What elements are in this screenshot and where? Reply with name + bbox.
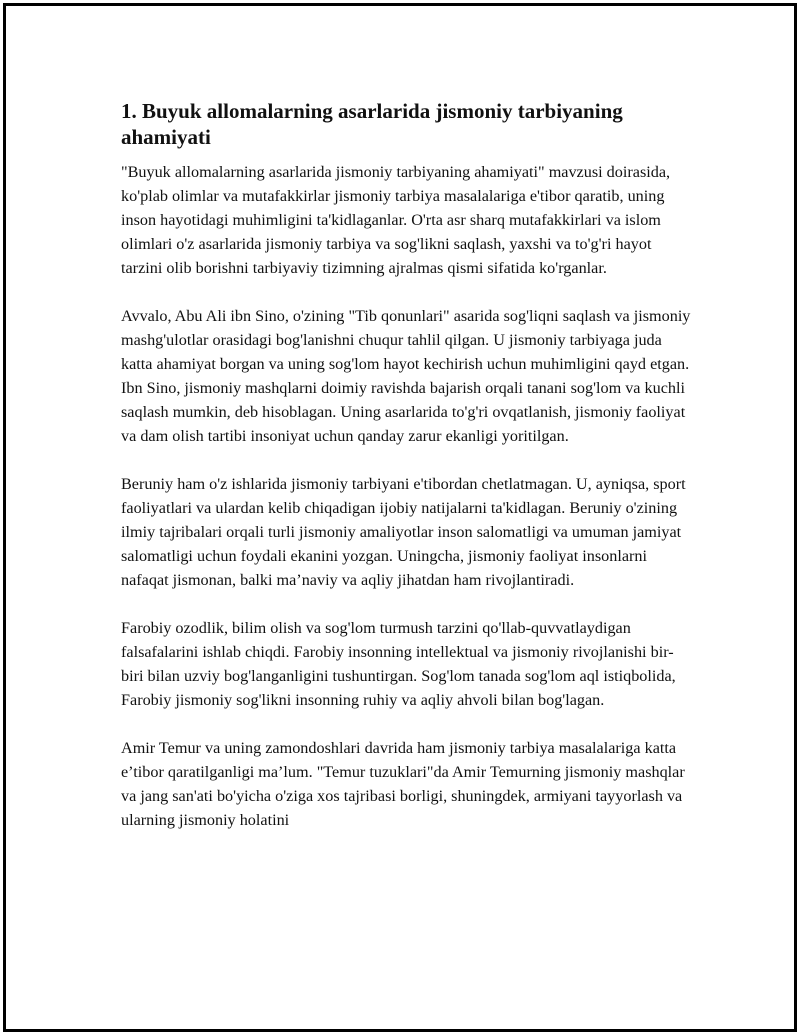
section-heading: 1. Buyuk allomalarning asarlarida jismoniy tarbiyaning ahamiyati (121, 99, 623, 149)
page-frame (3, 3, 797, 1032)
paragraph-amir-temur: Amir Temur va uning zamondoshlari davrida ham jismoniy tarbiya masalalariga katta e’tibor qaratilganligi ma’lum. "Temur tuzuklari"da Amir Temurning jismoniy mashqlar va jang san'ati bo'yicha o'ziga xos tajribasi borligi, shuningdek, armiyani tayyorlash va ularning jismoniy holatini (121, 739, 685, 829)
document-body (121, 98, 691, 856)
paragraph-beruniy: Beruniy ham o'z ishlarida jismoniy tarbiyani e'tibordan chetlatmagan. U, ayniqsa, sport faoliyatlari va ulardan kelib chiqadigan ijobiy natijalarni ta'kidlagan. Beruniy o'zining ilmiy tajribalari orqali turli jismoniy amaliyotlar inson salomatligi va umuman jamiyat salomatligi uchun foydali ekanini yozgan. Uningcha, jismoniy faoliyat insonlarni nafaqat jismonan, balki ma’naviy va aqliy jihatdan ham rivojlantiradi. (121, 475, 686, 589)
paragraph-farobiy: Farobiy ozodlik, bilim olish va sog'lom turmush tarzini qo'llab-quvvatlaydigan falsafalarini ishlab chiqdi. Farobiy insonning intellektual va jismoniy rivojlanishi bir-biri bilan uzviy bog'langanligini tushuntirgan. Sog'lom tanada sog'lom aql istiqbolida, Farobiy jismoniy sog'likni insonning ruhiy va aqliy ahvoli bilan bog'lagan. (121, 619, 676, 709)
paragraph-intro: "Buyuk allomalarning asarlarida jismoniy tarbiyaning ahamiyati" mavzusi doirasida, ko'plab olimlar va mutafakkirlar jismoniy tarbiya masalalariga e'tibor qaratib, uning inson hayotidagi muhimligini ta'kidlaganlar. O'rta asr sharq mutafakkirlari va islom olimlari o'z asarlarida jismoniy tarbiya va sog'likni saqlash, yaxshi va to'g'ri hayot tarzini olib borishni tarbiyaviy tizimning ajralmas qismi sifatida ko'rganlar. (121, 163, 671, 277)
paragraph-ibn-sino: Avvalo, Abu Ali ibn Sino, o'zining "Tib qonunlari" asarida sog'liqni saqlash va jismoniy mashg'ulotlar orasidagi bog'lanishni chuqur tahlil qilgan. U jismoniy tarbiyaga juda katta ahamiyat borgan va uning sog'lom hayot kechirish uchun muhimligini qayd etgan. Ibn Sino, jismoniy mashqlarni doimiy ravishda bajarish orqali tanani sog'lom va kuchli saqlash mumkin, deb hisoblagan. Uning asarlarida to'g'ri ovqatlanish, jismoniy faoliyat va dam olish tartibi insoniyat uchun qanday zarur ekanligi yoritilgan. (121, 307, 691, 445)
